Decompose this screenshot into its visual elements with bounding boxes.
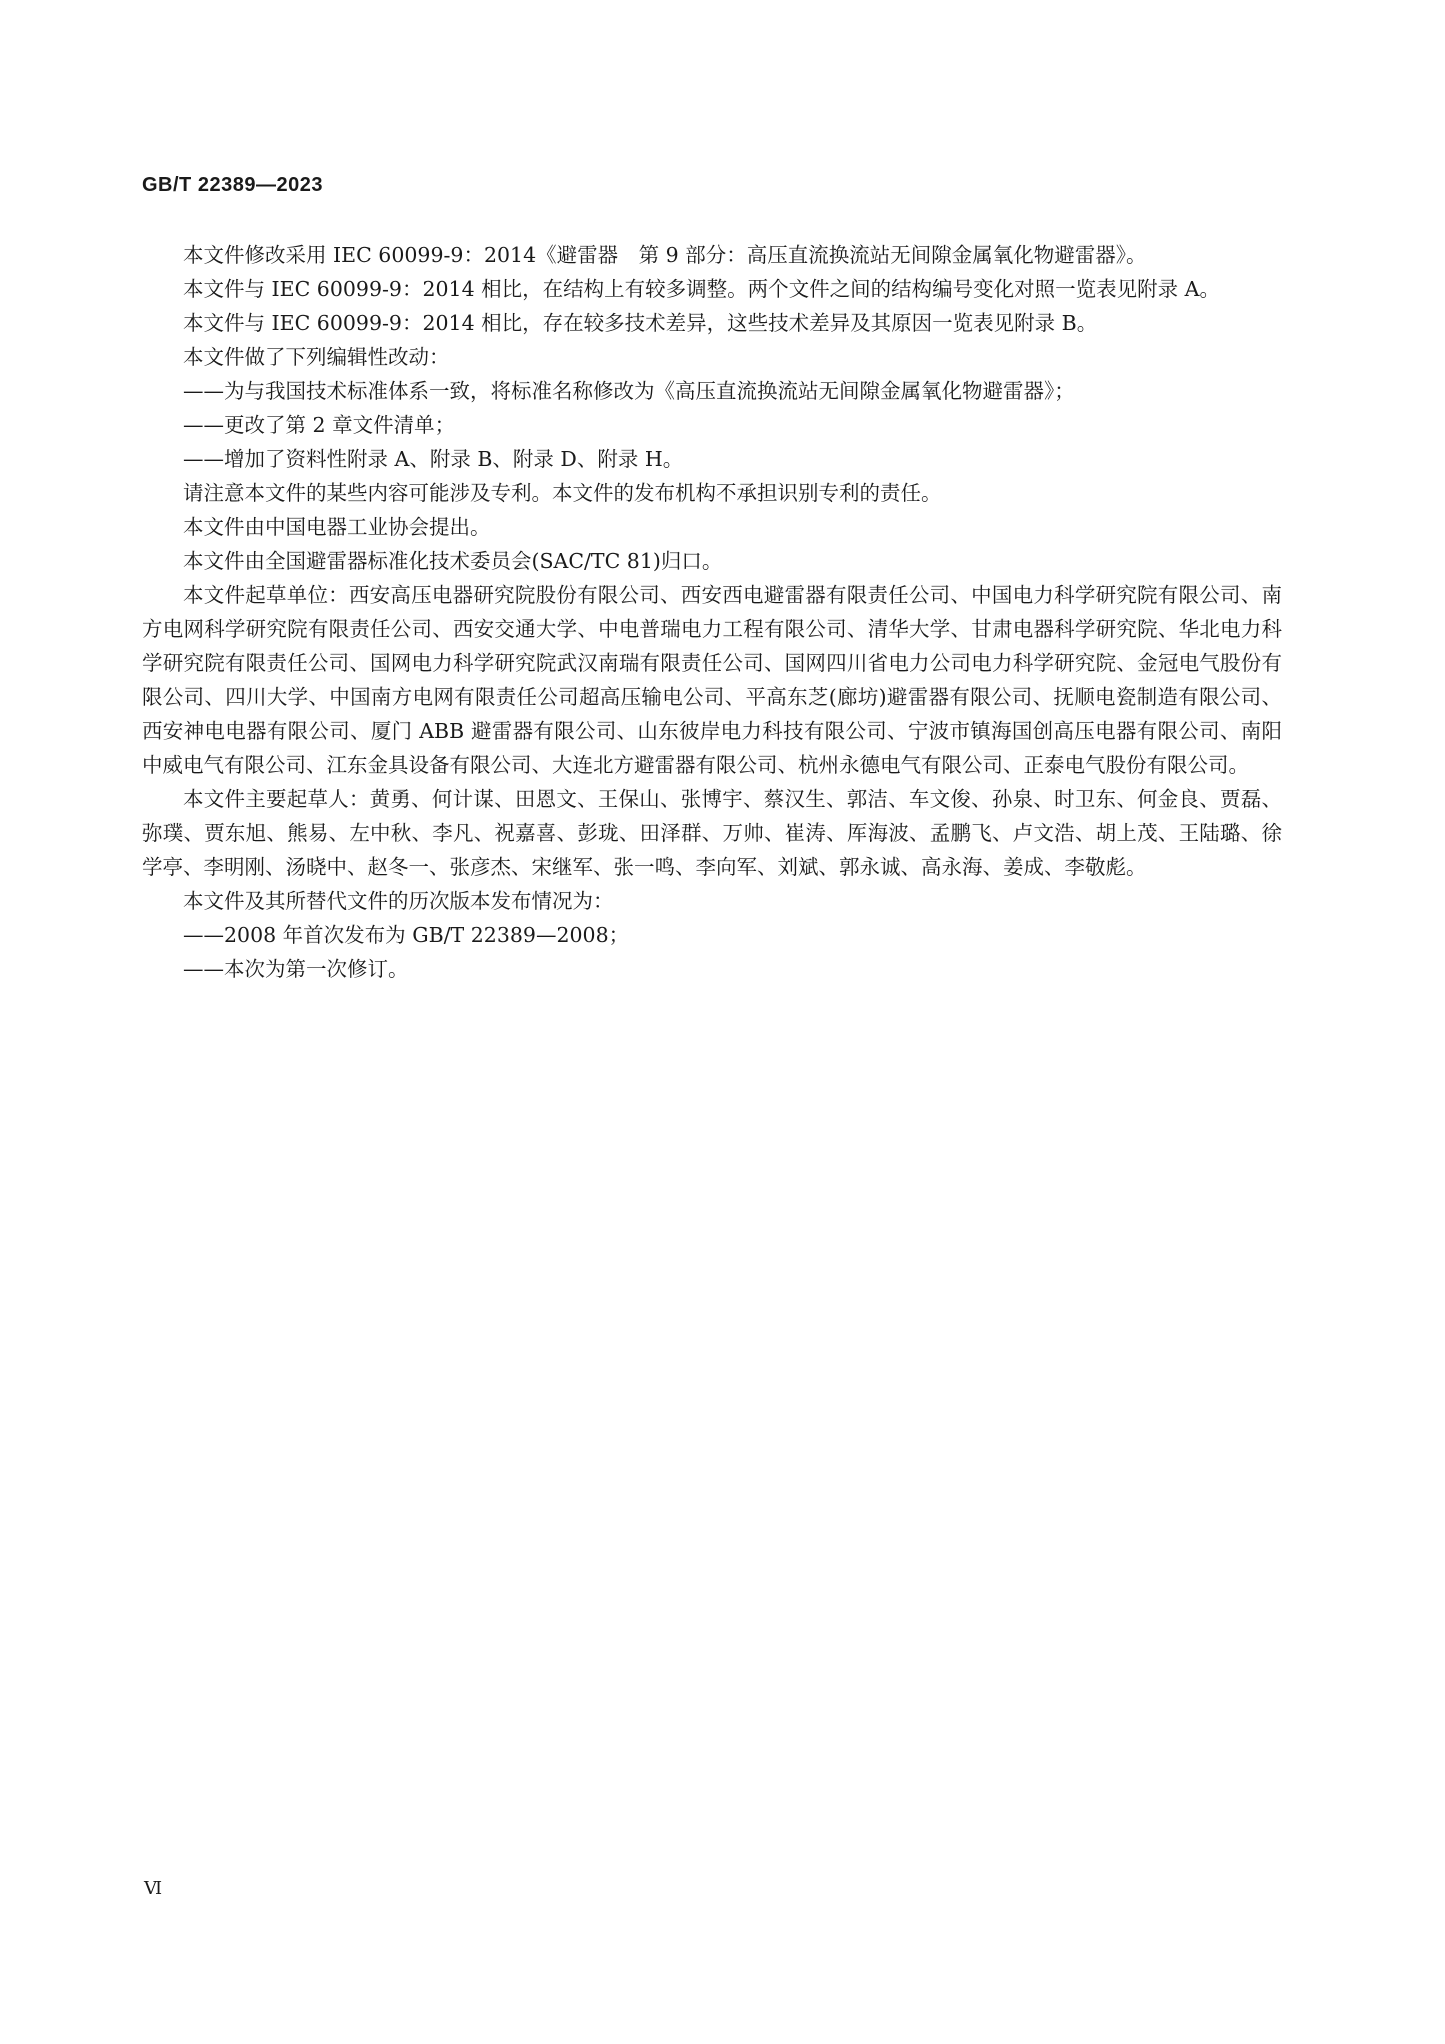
paragraph-technical-committee: 本文件由全国避雷器标准化技术委员会(SAC/TC 81)归口。: [183, 549, 723, 573]
paragraph-patent-notice: 请注意本文件的某些内容可能涉及专利。本文件的发布机构不承担识别专利的责任。: [183, 481, 942, 505]
standard-code-header: GB/T 22389—2023: [142, 174, 323, 196]
paragraph-main-drafters: 本文件主要起草人：黄勇、何计谋、田恩文、王保山、张博宇、蔡汉生、郭洁、车文俊、孙泉、时卫东、何金良、贾磊、弥璞、贾东旭、熊易、左中秋、李凡、祝嘉喜、彭珑、田泽群、万帅、崔涛、厍海波、孟鹏飞、卢文浩、胡上茂、王陆璐、徐学亭、李明刚、汤晓中、赵冬一、张彦杰、宋继军、张一鸣、李向军、刘斌、郭永诚、高永海、姜成、李敬彪。: [142, 787, 1282, 879]
paragraph-structure-changes: 本文件与 IEC 60099-9：2014 相比，在结构上有较多调整。两个文件之间的结构编号变化对照一览表见附录 A。: [183, 277, 1220, 301]
list-item-version-history: ——本次为第一次修订。: [183, 957, 409, 981]
list-item-editorial-change: ——更改了第 2 章文件清单；: [183, 413, 456, 437]
list-item-editorial-change: ——为与我国技术标准体系一致，将标准名称修改为《高压直流换流站无间隙金属氧化物避雷器》；: [183, 379, 1075, 403]
list-item-version-history: ——2008 年首次发布为 GB/T 22389—2008；: [183, 923, 630, 947]
list-item-editorial-change: ——增加了资料性附录 A、附录 B、附录 D、附录 H。: [183, 447, 684, 471]
document-body: [142, 238, 1282, 986]
paragraph-technical-differences: 本文件与 IEC 60099-9：2014 相比，存在较多技术差异，这些技术差异及其原因一览表见附录 B。: [183, 311, 1098, 335]
paragraph-drafting-organizations: 本文件起草单位：西安高压电器研究院股份有限公司、西安西电避雷器有限责任公司、中国电力科学研究院有限公司、南方电网科学研究院有限责任公司、西安交通大学、中电普瑞电力工程有限公司、清华大学、甘肃电器科学研究院、华北电力科学研究院有限责任公司、国网电力科学研究院武汉南瑞有限责任公司、国网四川省电力公司电力科学研究院、金冠电气股份有限公司、四川大学、中国南方电网有限责任公司超高压输电公司、平高东芝(廊坊)避雷器有限公司、抚顺电瓷制造有限公司、西安神电电器有限公司、厦门 ABB 避雷器有限公司、山东彼岸电力科技有限公司、宁波市镇海国创高压电器有限公司、南阳中威电气有限公司、江东金具设备有限公司、大连北方避雷器有限公司、杭州永德电气有限公司、正泰电气股份有限公司。: [142, 583, 1282, 777]
paragraph-proposer: 本文件由中国电器工业协会提出。: [183, 515, 491, 539]
paragraph-adoption-statement: 本文件修改采用 IEC 60099-9：2014《避雷器 第 9 部分：高压直流换流站无间隙金属氧化物避雷器》。: [183, 243, 1147, 267]
page-number: Ⅵ: [144, 1878, 163, 1899]
paragraph-version-history-intro: 本文件及其所替代文件的历次版本发布情况为：: [183, 889, 614, 913]
paragraph-editorial-changes-intro: 本文件做了下列编辑性改动：: [183, 345, 450, 369]
